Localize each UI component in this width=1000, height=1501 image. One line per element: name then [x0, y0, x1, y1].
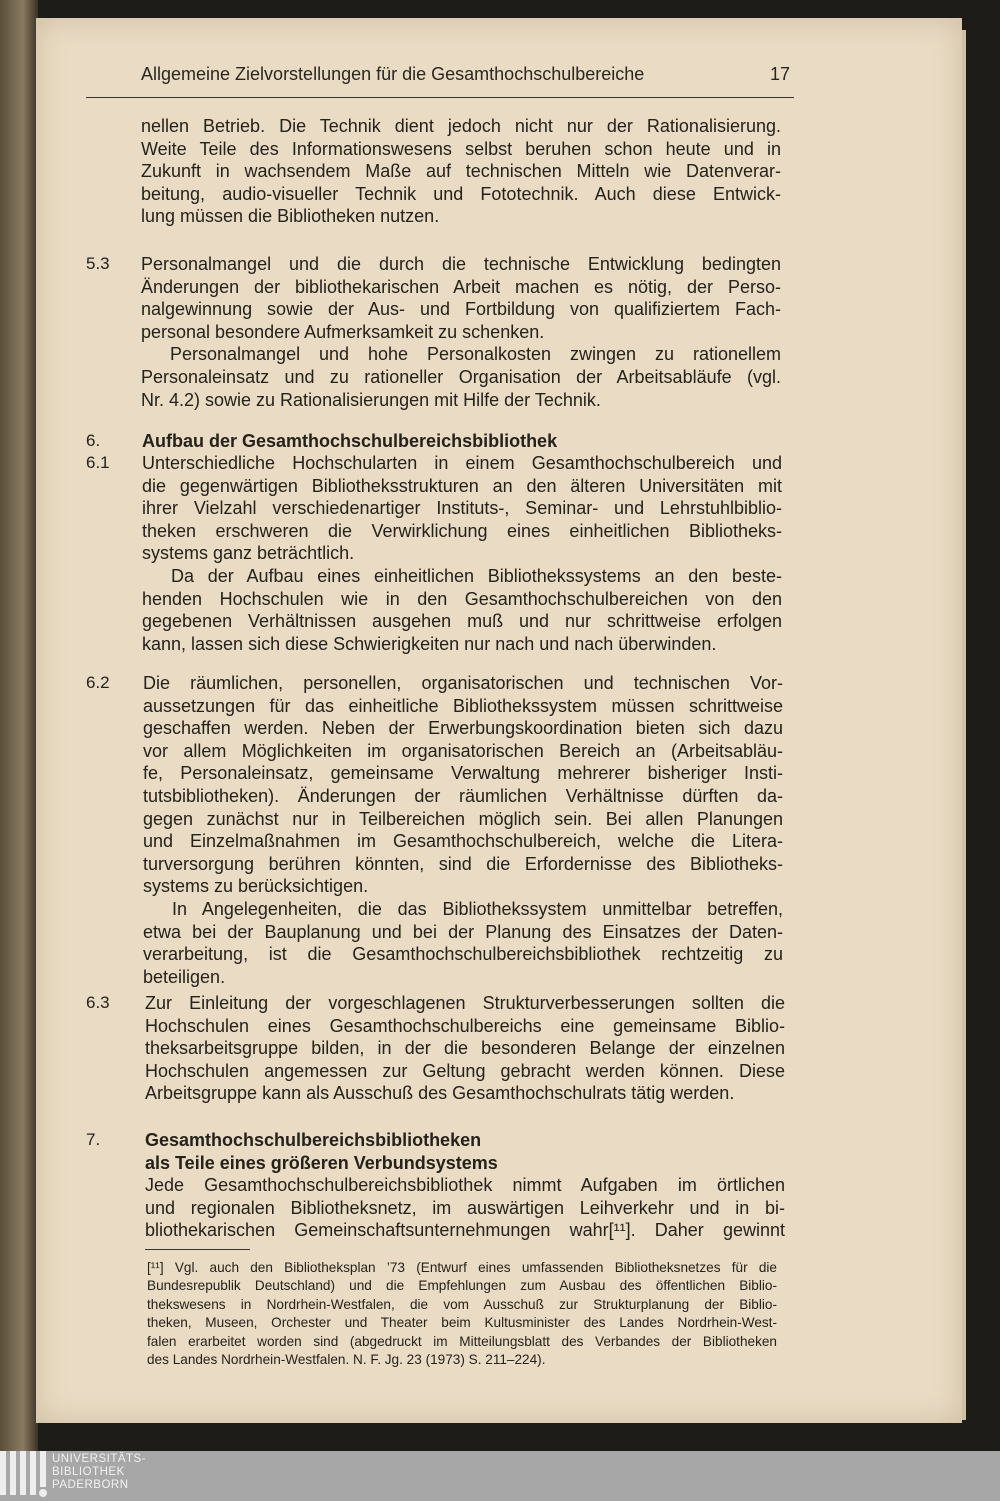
text-line: etwa bei der Bauplanung und bei der Planung des Einsatzes der Daten-	[143, 921, 783, 942]
section-number: 6.1	[86, 453, 110, 472]
text-line: Arbeitsgruppe kann als Ausschuß des Gesamthochschulrats tätig werden.	[145, 1083, 735, 1104]
section-block	[141, 115, 781, 228]
text-line: nellen Betrieb. Die Technik dient jedoch nicht nur der Rationalisierung.	[141, 116, 781, 136]
section-heading: als Teile eines größeren Verbundsystems	[145, 1152, 498, 1173]
page-number: 17	[770, 64, 791, 84]
footnote-line: [¹¹] Vgl. auch den Bibliotheksplan ’73 (Entwurf eines umfassenden Bibliotheksnetzes für die	[147, 1260, 777, 1275]
footnote	[147, 1259, 777, 1369]
section-number: 7.	[86, 1130, 101, 1149]
text-line: personal besondere Aufmerksamkeit zu schenken.	[141, 321, 545, 342]
text-line: theken erschweren die Verwirklichung eines einheitlichen Bibliotheks-	[142, 520, 782, 541]
text-line: Unterschiedliche Hochschularten in einem Gesamthochschulbereich und	[142, 453, 782, 473]
section-number: 6.3	[86, 993, 110, 1012]
footnote-line: falen erarbeitet worden sind (abgedruckt im Mitteilungsblatt des Verbandes der Bibliotheken	[147, 1333, 777, 1349]
text-line: beteiligen.	[143, 966, 226, 987]
text-line: henden Hochschulen wie in den Gesamthochschulbereichen von den	[142, 588, 782, 609]
text-line: lung müssen die Bibliotheken nutzen.	[141, 206, 440, 227]
logo-line: UNIVERSITÄTS-	[52, 1453, 147, 1465]
text-line: Jede Gesamthochschulbereichsbibliothek nimmt Aufgaben im örtlichen	[145, 1175, 785, 1196]
section-block	[86, 1129, 785, 1242]
footnote-line: des Landes Nordrhein-Westfalen. N. F. Jg. 23 (1973) S. 211–224).	[147, 1352, 546, 1368]
section-block	[86, 992, 785, 1105]
text-line: theksarbeitsgruppe bilden, in der die besonderen Belange der einzelnen	[145, 1038, 785, 1059]
text-line: vor allem Möglichkeiten im organisatorischen Bereich an (Arbeitsabläu-	[143, 740, 783, 761]
library-logo-text	[52, 1453, 146, 1492]
footnote-rule	[145, 1249, 250, 1250]
text-line: systems zu berücksichtigen.	[143, 876, 369, 897]
text-line: Zukunft in wachsendem Maße auf technischen Mitteln wie Datenverar-	[141, 161, 781, 182]
section-block	[86, 430, 782, 453]
text-line: und regionalen Bibliotheksnetz, im auswärtigen Leihverkehr und in bi-	[145, 1197, 785, 1218]
text-line: ihrer Vielzahl verschiedenartiger Instituts-, Seminar- und Lehrstuhlbiblio-	[142, 498, 782, 519]
section-block	[86, 253, 781, 411]
text-line: verarbeitung, ist die Gesamthochschulbereichsbibliothek rechtzeitig zu	[143, 944, 783, 965]
text-line: Änderungen der bibliothekarischen Arbeit machen es nötig, der Perso-	[141, 276, 781, 297]
text-line: Zur Einleitung der vorgeschlagenen Strukturverbesserungen sollten die	[145, 993, 785, 1013]
text-line: bliothekarischen Gemeinschaftsunternehmungen wahr[¹¹]. Daher gewinnt	[145, 1220, 785, 1241]
section-block	[86, 452, 782, 655]
logo-line: PADERBORN	[52, 1479, 129, 1491]
footnote-line: Bundesrepublik Deutschland) und die Empfehlungen zum Ausbau des öffentlichen Biblio-	[147, 1278, 777, 1294]
section-number: 6.2	[86, 673, 110, 692]
section-heading: Aufbau der Gesamthochschulbereichsbibliothek	[142, 431, 558, 451]
text-line: Nr. 4.2) sowie zu Rationalisierungen mit Hilfe der Technik.	[141, 389, 601, 410]
section-block	[86, 672, 783, 988]
text-line: geschaffen werden. Neben der Erwerbungskoordination bieten sich dazu	[143, 718, 783, 739]
text-line: kann, lassen sich diese Schwierigkeiten nur nach und nach überwinden.	[142, 633, 717, 654]
text-line: nalgewinnung sowie der Aus- und Fortbildung von qualifiziertem Fach-	[141, 299, 781, 320]
text-line: und Einzelmaßnahmen im Gesamthochschulbereich, welche die Litera-	[143, 831, 783, 852]
text-line: tutsbibliotheken). Änderungen der räumlichen Verhältnisse dürften da-	[143, 785, 783, 806]
header-rule	[86, 97, 794, 98]
text-line: Personalmangel und hohe Personalkosten zwingen zu rationellem	[170, 344, 781, 365]
text-line: systems ganz beträchtlich.	[142, 543, 355, 564]
section-number: 6.	[86, 431, 101, 450]
text-line: turversorgung berühren könnten, sind die Erfordernisse des Bibliotheks-	[143, 853, 783, 874]
library-footer-bar	[0, 1451, 1000, 1501]
text-line: aussetzungen für das einheitliche Bibliothekssystem müssen schrittweise	[143, 695, 783, 716]
footnote-line: thekswesens in Nordrhein-Westfalen, die vom Ausschuß zur Strukturplanung der Biblio-	[147, 1296, 777, 1312]
section-heading: Gesamthochschulbereichsbibliotheken	[145, 1130, 482, 1150]
text-line: Personaleinsatz und zu rationeller Organisation der Arbeitsabläufe (vgl.	[141, 366, 781, 387]
previous-page-edge	[0, 0, 38, 1451]
text-line: Personalmangel und die durch die technische Entwicklung bedingten	[141, 254, 781, 274]
text-line: gegebenen Verhältnissen ausgehen muß und nur schrittweise erfolgen	[142, 611, 782, 632]
logo-line: BIBLIOTHEK	[52, 1466, 125, 1478]
text-line: Hochschulen angemessen zur Geltung gebracht werden können. Diese	[145, 1060, 785, 1081]
text-line: Hochschulen eines Gesamthochschulbereichs eine gemeinsame Biblio-	[145, 1015, 785, 1036]
text-line: Die räumlichen, personellen, organisatorischen und technischen Vor-	[143, 673, 783, 693]
running-title: Allgemeine Zielvorstellungen für die Gesamthochschulbereiche	[141, 64, 645, 84]
text-line: Weite Teile des Informationswesens selbst beruhen schon heute und in	[141, 138, 781, 159]
text-line: fe, Personaleinsatz, gemeinsame Verwaltung mehrerer bisheriger Insti-	[143, 763, 783, 784]
text-line: In Angelegenheiten, die das Bibliothekssystem unmittelbar betreffen,	[172, 898, 783, 919]
text-line: die gegenwärtigen Bibliotheksstrukturen an den älteren Universitäten mit	[142, 475, 782, 496]
section-number: 5.3	[86, 254, 110, 273]
text-line: Da der Aufbau eines einheitlichen Bibliothekssystems an den beste-	[171, 565, 782, 586]
text-line: gegen zunächst nur in Teilbereichen möglich sein. Bei allen Planungen	[143, 808, 783, 829]
footnote-line: theken, Museen, Orchester und Theater beim Kultusminister des Landes Nordrhein-West-	[147, 1315, 777, 1331]
text-line: beitung, audio-visueller Technik und Fototechnik. Auch diese Entwick-	[141, 183, 781, 204]
